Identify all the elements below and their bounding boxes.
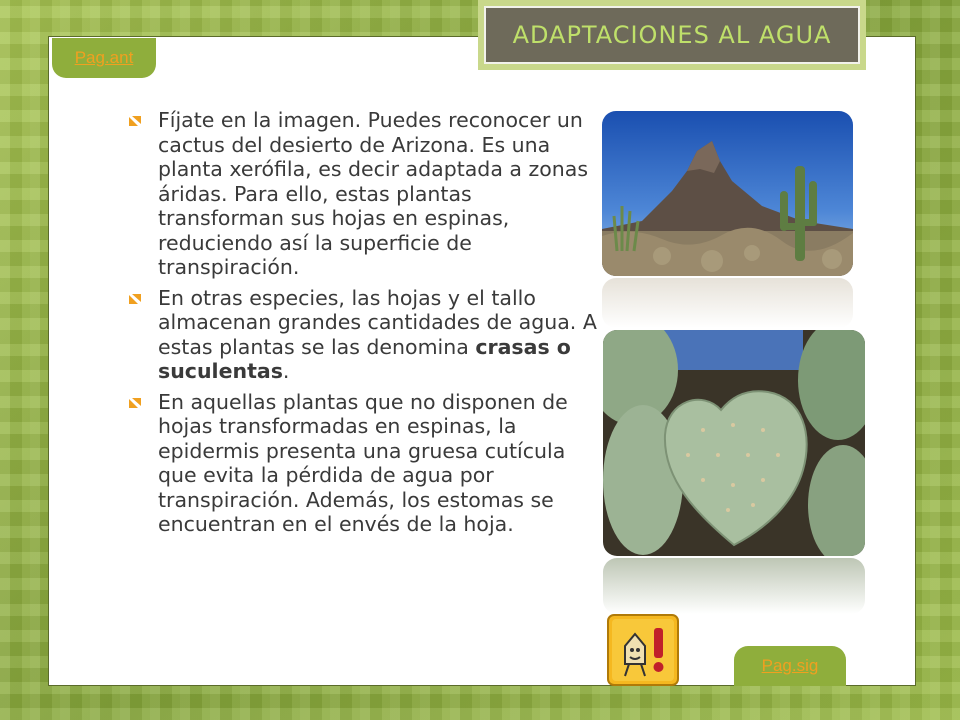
page-title: ADAPTACIONES AL AGUA <box>512 21 832 49</box>
title-box <box>478 0 866 70</box>
prickly-pear-cactus-photo <box>603 330 865 556</box>
bullet-text: Fíjate en la imagen. Puedes reconocer un cactus del desierto de Arizona. Es una planta xerófila, es decir adaptada a zonas áridas. Para ello, estas plantas transforman sus hojas en espinas, reduciendo así la superficie de transpiración. <box>158 108 589 279</box>
prev-page-button[interactable]: Pag.ant <box>52 38 156 78</box>
bullet-text-end: . <box>282 359 290 383</box>
photo-reflection <box>603 558 865 614</box>
bullet-text: En aquellas plantas que no disponen de hojas transformadas en espinas, la epidermis presenta una gruesa cutícula que evita la pérdida de agua por transpiración. Además, los estomas se encuentran en el envés de la hoja. <box>158 389 568 536</box>
info-character-icon <box>607 614 679 686</box>
bullet-bold-text: crasas o suculentas <box>158 334 571 383</box>
bullet-icon <box>128 115 142 127</box>
list-item <box>128 108 598 280</box>
title-inner <box>484 6 860 64</box>
list-item <box>128 286 598 384</box>
content-list <box>128 108 598 543</box>
bullet-text: En otras especies, las hojas y el tallo almacenan grandes cantidades de agua. A estas plantas se las denomina <box>158 285 597 359</box>
photo-reflection <box>602 278 853 328</box>
info-character-button[interactable] <box>607 614 679 686</box>
bullet-icon <box>128 293 142 305</box>
bullet-icon <box>128 397 142 409</box>
next-page-button[interactable]: Pag.sig <box>734 646 846 686</box>
list-item <box>128 390 598 537</box>
saguaro-cactus-desert-photo <box>602 111 853 276</box>
